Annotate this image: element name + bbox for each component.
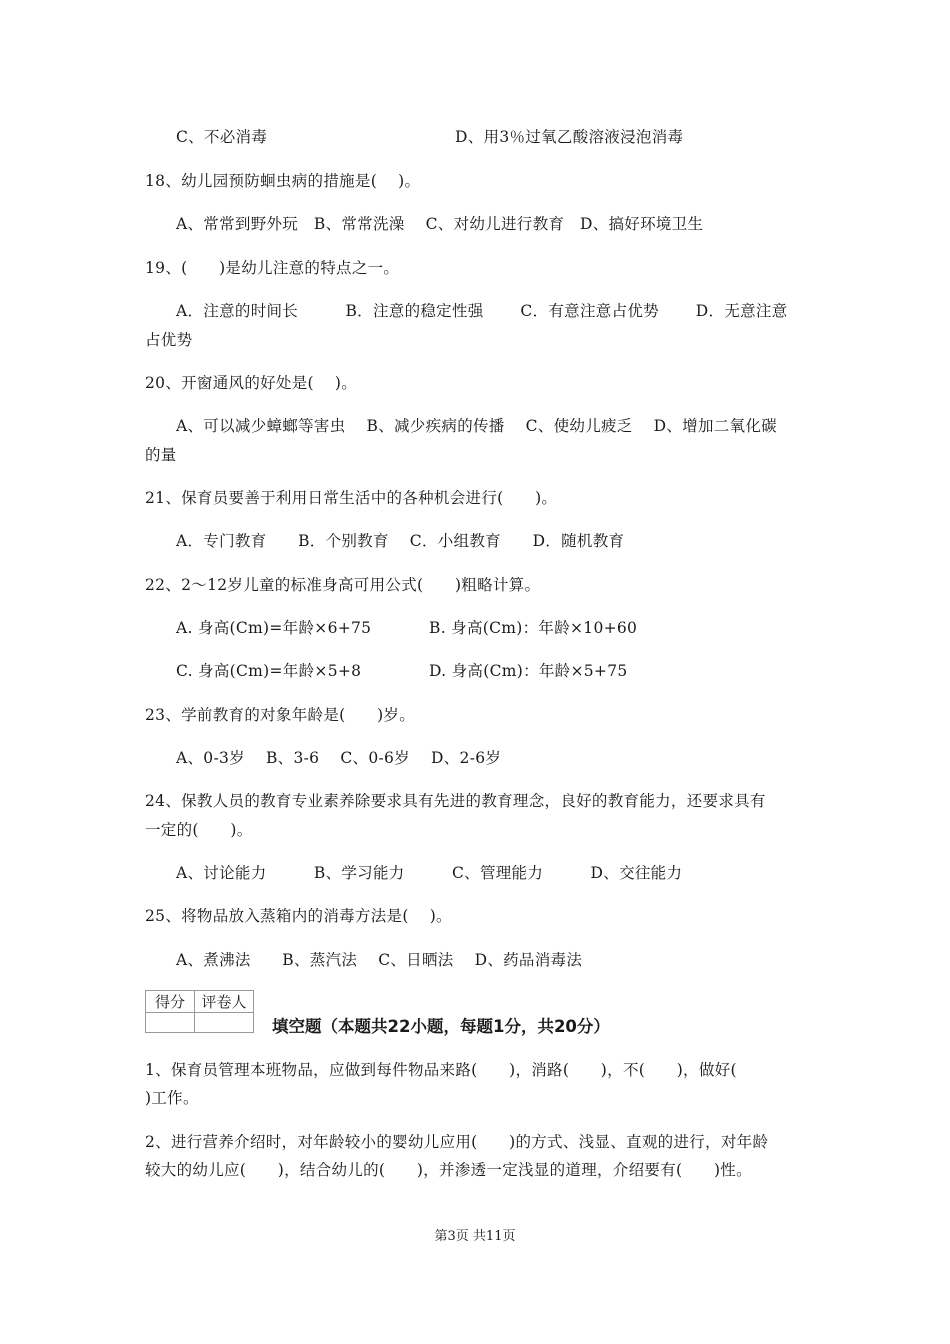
page-footer: 第3页 共11页 [434, 1229, 516, 1244]
reviewer-cell[interactable] [195, 1013, 254, 1033]
fill-question-1: 1、保育员管理本班物品，应做到每件物品来路( )，消路( )，不( )，做好( [145, 1061, 737, 1079]
fill-question-2-cont: 较大的幼儿应( )，结合幼儿的( )，并渗透一定浅显的道理，介绍要有( )性。 [145, 1161, 752, 1179]
option-17c: C、不必消毒 [176, 128, 268, 146]
section-title: 填空题（本题共22小题，每题1分，共20分） [272, 1017, 610, 1036]
question-24-cont: 一定的( )。 [145, 821, 253, 839]
option-22d: D. 身高(Cm)：年龄×5+75 [429, 662, 628, 680]
score-table [145, 990, 254, 1033]
question-23: 23、学前教育的对象年龄是( )岁。 [145, 706, 416, 724]
option-22a: A. 身高(Cm)=年龄×6+75 [176, 619, 372, 637]
question-25-options: A、煮沸法 B、蒸汽法 C、日晒法 D、药品消毒法 [176, 951, 583, 969]
option-17d: D、用3％过氧乙酸溶液浸泡消毒 [455, 128, 684, 146]
question-20-options-cont: 的量 [145, 446, 177, 464]
reviewer-header: 评卷人 [195, 991, 254, 1013]
option-22b: B. 身高(Cm)：年龄×10+60 [429, 619, 638, 637]
question-23-options: A、0-3岁 B、3-6 C、0-6岁 D、2-6岁 [176, 749, 502, 767]
question-25: 25、将物品放入蒸箱内的消毒方法是( )。 [145, 907, 452, 925]
question-18-options: A、常常到野外玩 B、常常洗澡 C、对幼儿进行教育 D、搞好环境卫生 [176, 215, 704, 233]
question-19-options: A．注意的时间长 B．注意的稳定性强 C．有意注意占优势 D．无意注意 [176, 302, 788, 320]
question-24: 24、保教人员的教育专业素养除要求具有先进的教育理念，良好的教育能力，还要求具有 [145, 792, 766, 810]
question-18: 18、幼儿园预防蛔虫病的措施是( )。 [145, 172, 421, 190]
question-22: 22、2～12岁儿童的标准身高可用公式( )粗略计算。 [145, 576, 541, 594]
question-20-options: A、可以减少蟑螂等害虫 B、减少疾病的传播 C、使幼儿疲乏 D、增加二氧化碳 [176, 417, 777, 435]
question-24-options: A、讨论能力 B、学习能力 C、管理能力 D、交往能力 [176, 864, 683, 882]
option-22c: C. 身高(Cm)=年龄×5+8 [176, 662, 362, 680]
question-19: 19、( )是幼儿注意的特点之一。 [145, 259, 400, 277]
question-21-options: A．专门教育 B．个别教育 C．小组教育 D．随机教育 [176, 532, 625, 550]
question-19-options-cont: 占优势 [145, 331, 193, 349]
question-21: 21、保育员要善于利用日常生活中的各种机会进行( )。 [145, 489, 558, 507]
question-20: 20、开窗通风的好处是( )。 [145, 374, 358, 392]
fill-question-1-cont: )工作。 [145, 1089, 199, 1107]
score-header: 得分 [146, 991, 195, 1013]
fill-question-2: 2、进行营养介绍时，对年龄较小的婴幼儿应用( )的方式、浅显、直观的进行，对年龄 [145, 1133, 769, 1151]
score-cell[interactable] [146, 1013, 195, 1033]
